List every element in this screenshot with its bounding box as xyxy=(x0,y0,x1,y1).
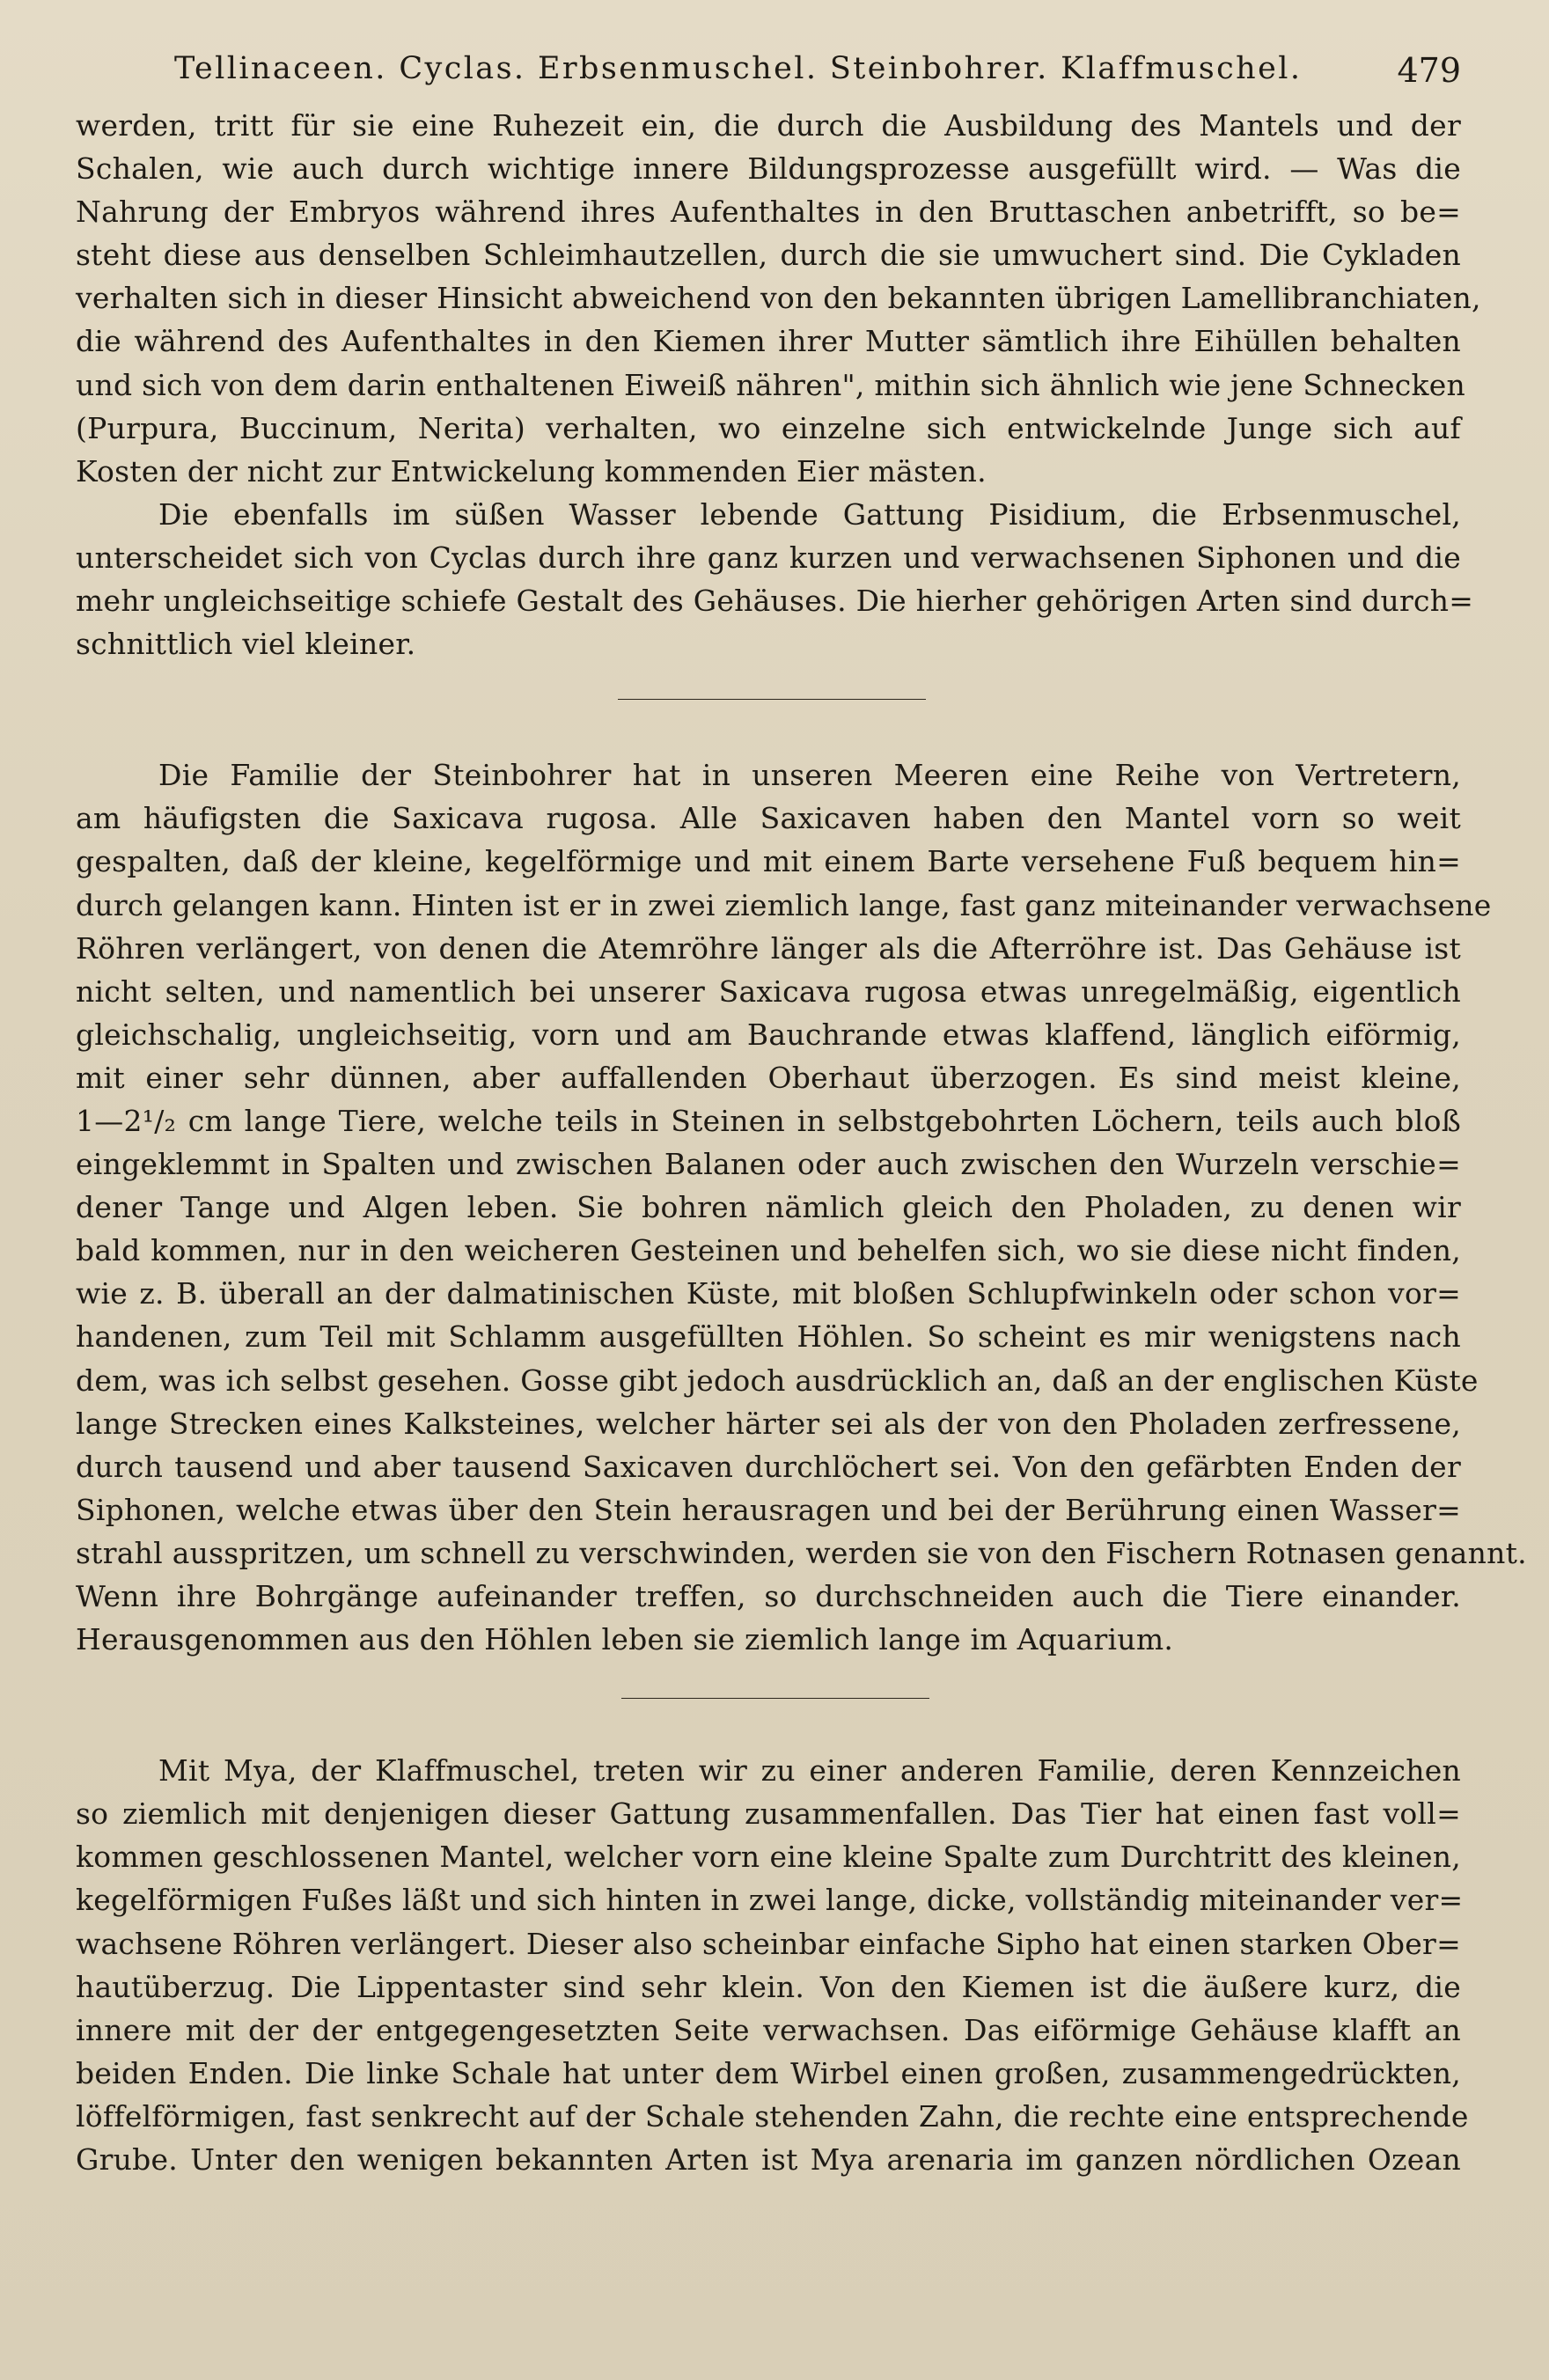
text-line: wachsene Röhren verlängert. Dieser also scheinbar einfache Sipho hat einen starken Ober= xyxy=(76,1926,1461,1961)
running-head-title: Tellinaceen. Cyclas. Erbsenmuschel. Steinbohrer. Klaffmuschel. xyxy=(174,51,1303,86)
text-line: wie z. B. überall an der dalmatinischen Küste, mit bloßen Schlupfwinkeln oder schon vor= xyxy=(76,1276,1461,1311)
text-line: handenen, zum Teil mit Schlamm ausgefüllten Höhlen. So scheint es mir wenigstens nach xyxy=(76,1319,1461,1355)
text-line: am häufigsten die Saxicava rugosa. Alle Saxicaven haben den Mantel vorn so weit xyxy=(76,801,1461,836)
text-line: hautüberzug. Die Lippentaster sind sehr klein. Von den Kiemen ist die äußere kurz, die xyxy=(76,1969,1461,2004)
text-line: dener Tange und Algen leben. Sie bohren nämlich gleich den Pholaden, zu denen wir xyxy=(76,1190,1461,1225)
text-line: (Purpura, Buccinum, Nerita) verhalten, wo einzelne sich entwickelnde Junge sich auf xyxy=(76,410,1461,445)
page-number: 479 xyxy=(1397,51,1461,90)
text-line: verhalten sich in dieser Hinsicht abweichend von den bekannten übrigen Lamellibranchiaten, xyxy=(76,281,1481,316)
section-separator xyxy=(76,1661,1461,1749)
paragraph-pisidium xyxy=(76,493,1474,665)
text-line: mit einer sehr dünnen, aber auffallenden Oberhaut überzogen. Es sind meist kleine, xyxy=(76,1060,1461,1095)
text-line: strahl ausspritzen, um schnell zu verschwinden, werden sie von den Fischern Rotnasen genannt. xyxy=(76,1535,1527,1570)
text-line: gleichschalig, ungleichseitig, vorn und am Bauchrande etwas klaffend, länglich eiförmig, xyxy=(76,1017,1461,1052)
separator-rule xyxy=(618,699,926,700)
paragraph-steinbohrer xyxy=(76,753,1527,1661)
text-line: Herausgenommen aus den Höhlen leben sie ziemlich lange im Aquarium. xyxy=(76,1622,1174,1657)
separator-rule xyxy=(621,1698,929,1699)
text-line: mehr ungleichseitige schiefe Gestalt des Gehäuses. Die hierher gehörigen Arten sind durch= xyxy=(76,584,1474,619)
text-line: gespalten, daß der kleine, kegelförmige und mit einem Barte versehene Fuß bequem hin= xyxy=(76,844,1461,879)
text-line: Schalen, wie auch durch wichtige innere Bildungsprozesse ausgefüllt wird. — Was die xyxy=(76,151,1461,187)
section-separator xyxy=(76,665,1461,753)
text-line: eingeklemmt in Spalten und zwischen Balanen oder auch zwischen den Wurzeln verschie= xyxy=(76,1147,1461,1182)
text-line: Nahrung der Embryos während ihres Aufenthaltes in den Bruttaschen anbetrifft, so be= xyxy=(76,195,1461,230)
text-line: beiden Enden. Die linke Schale hat unter dem Wirbel einen großen, zusammengedrückten, xyxy=(76,2055,1461,2090)
text-line: Wenn ihre Bohrgänge aufeinander treffen, so durchschneiden auch die Tiere einander. xyxy=(76,1579,1461,1613)
text-line: durch tausend und aber tausend Saxicaven durchlöchert sei. Von den gefärbten Enden der xyxy=(76,1449,1461,1484)
text-line: so ziemlich mit denjenigen dieser Gattung zusammenfallen. Das Tier hat einen fast voll= xyxy=(76,1796,1461,1832)
text-line: Mit Mya, der Klaffmuschel, treten wir zu einer anderen Familie, deren Kennzeichen xyxy=(158,1753,1461,1789)
running-head xyxy=(174,46,1461,90)
text-line: bald kommen, nur in den weicheren Gesteinen und behelfen sich, wo sie diese nicht finden, xyxy=(76,1233,1461,1268)
body-text xyxy=(76,104,1527,2181)
text-line: Röhren verlängert, von denen die Atemröhre länger als die Afterröhre ist. Das Gehäuse ist xyxy=(76,930,1461,966)
text-line: durch gelangen kann. Hinten ist er in zwei ziemlich lange, fast ganz miteinander verwachsene xyxy=(76,887,1492,922)
text-line: Siphonen, welche etwas über den Stein herausragen und bei der Berührung einen Wasser= xyxy=(76,1492,1461,1527)
paragraph-cyclas-embryos xyxy=(76,104,1481,493)
text-line: unterscheidet sich von Cyclas durch ihre ganz kurzen und verwachsenen Siphonen und die xyxy=(76,540,1461,575)
text-line: nicht selten, und namentlich bei unserer Saxicava rugosa etwas unregelmäßig, eigentlich xyxy=(76,973,1461,1009)
text-line: kegelförmigen Fußes läßt und sich hinten in zwei lange, dicke, vollständig miteinander ver= xyxy=(76,1883,1464,1918)
text-line: Grube. Unter den wenigen bekannten Arten ist Mya arenaria im ganzen nördlichen Ozean xyxy=(76,2142,1461,2178)
text-line: werden, tritt für sie eine Ruhezeit ein, die durch die Ausbildung des Mantels und der xyxy=(76,108,1461,143)
text-line: die während des Aufenthaltes in den Kiemen ihrer Mutter sämtlich ihre Eihüllen behalten xyxy=(76,324,1461,359)
text-line: löffelförmigen, fast senkrecht auf der Schale stehenden Zahn, die rechte eine entsprechende xyxy=(76,2098,1469,2134)
text-line: kommen geschlossenen Mantel, welcher vorn eine kleine Spalte zum Durchtritt des kleinen, xyxy=(76,1840,1461,1875)
text-line: steht diese aus denselben Schleimhautzellen, durch die sie umwuchert sind. Die Cykladen xyxy=(76,238,1461,273)
text-line: schnittlich viel kleiner. xyxy=(76,627,416,662)
text-line: dem, was ich selbst gesehen. Gosse gibt jedoch ausdrücklich an, daß an der englischen Küste xyxy=(76,1363,1479,1398)
text-line: und sich von dem darin enthaltenen Eiweiß nähren", mithin sich ähnlich wie jene Schnecken xyxy=(76,367,1466,402)
text-line: Die Familie der Steinbohrer hat in unseren Meeren eine Reihe von Vertretern, xyxy=(158,758,1461,793)
text-line: lange Strecken eines Kalksteines, welcher härter sei als der von den Pholaden zerfressene, xyxy=(76,1406,1461,1441)
text-line: Kosten der nicht zur Entwickelung kommenden Eier mästen. xyxy=(76,453,987,488)
text-line: Die ebenfalls im süßen Wasser lebende Gattung Pisidium, die Erbsenmuschel, xyxy=(158,496,1461,532)
paragraph-mya xyxy=(76,1749,1469,2181)
text-line: innere mit der der entgegengesetzten Seite verwachsen. Das eiförmige Gehäuse klafft an xyxy=(76,2012,1461,2047)
text-line: 1—2¹/₂ cm lange Tiere, welche teils in Steinen in selbstgebohrten Löchern, teils auch bloß xyxy=(76,1103,1461,1138)
